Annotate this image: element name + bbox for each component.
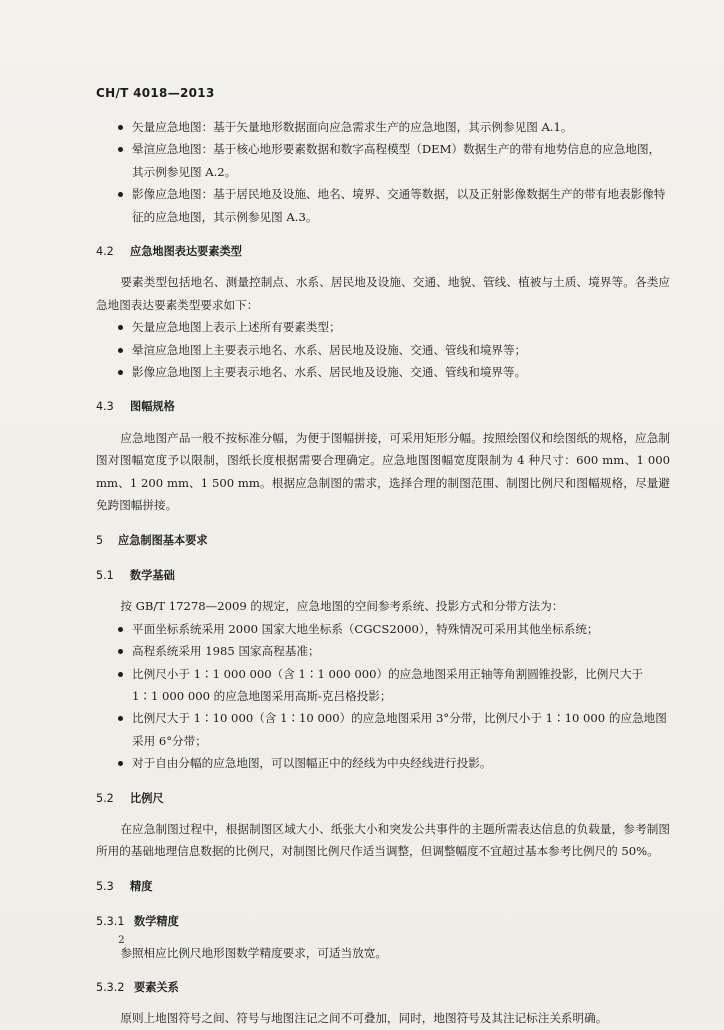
list-item: 矢量应急地图上表示上述所有要素类型； xyxy=(96,316,670,338)
section-heading-4-3: 4.3 图幅规格 xyxy=(96,400,175,414)
list-item: 晕渲应急地图：基于核心地形要素数据和数字高程模型（DEM）数据生产的带有地势信息的应急地图，其示例参见图 A.2。 xyxy=(96,138,670,183)
bullet-icon xyxy=(118,348,123,353)
list-item: 比例尺大于 1∶10 000（含 1∶10 000）的应急地图采用 3°分带，比例尺小于 1∶10 000 的应急地图采用 6°分带； xyxy=(96,707,670,752)
list-item: 平面坐标系统采用 2000 国家大地坐标系（CGCS2000），特殊情况可采用其他坐标系统； xyxy=(96,618,670,640)
list-item: 高程系统采用 1985 国家高程基准； xyxy=(96,640,670,662)
bullet-icon xyxy=(118,761,123,766)
bullet-icon xyxy=(118,627,123,632)
list-item: 影像应急地图：基于居民地及设施、地名、境界、交通等数据，以及正射影像数据生产的带有地表影像特征的应急地图，其示例参见图 A.3。 xyxy=(96,183,670,228)
page-number: 2 xyxy=(118,934,125,946)
section-heading-5-2: 5.2 比例尺 xyxy=(96,791,164,805)
bullet-icon xyxy=(118,192,123,197)
bullet-icon xyxy=(118,370,123,375)
list-item: 影像应急地图上主要表示地名、水系、居民地及设施、交通、管线和境界等。 xyxy=(96,361,670,383)
section-heading-5: 5 应急制图基本要求 xyxy=(96,533,208,547)
list-item: 矢量应急地图：基于矢量地形数据面向应急需求生产的应急地图，其示例参见图 A.1。 xyxy=(96,116,670,138)
paragraph: 要素类型包括地名、测量控制点、水系、居民地及设施、交通、地貌、管线、植被与土质、境界等。各类应急地图表达要素类型要求如下： xyxy=(96,275,670,312)
paragraph: 原则上地图符号之间、符号与地图注记之间不可叠加，同时，地图符号及其注记标注关系明确。 xyxy=(120,1011,608,1026)
section-heading-5-3: 5.3 精度 xyxy=(96,879,153,893)
bullet-icon xyxy=(118,649,123,654)
paragraph: 在应急制图过程中，根据制图区域大小、纸张大小和突发公共事件的主题所需表达信息的负载量，参考制图所用的基础地理信息数据的比例尺，对制图比例尺作适当调整，但调整幅度不宜超过基本参考比例尺的 50%。 xyxy=(96,821,670,859)
paragraph: 按 GB/T 17278—2009 的规定，应急地图的空间参考系统、投影方式和分带方法为： xyxy=(120,599,564,614)
section-heading-5-1: 5.1 数学基础 xyxy=(96,568,175,582)
bullet-icon xyxy=(118,325,123,330)
bullet-icon xyxy=(118,672,123,677)
paragraph: 参照相应比例尺地形图数学精度要求，可适当放宽。 xyxy=(120,945,388,960)
list-item: 晕渲应急地图上主要表示地名、水系、居民地及设施、交通、管线和境界等； xyxy=(96,339,670,361)
list-item: 比例尺小于 1∶1 000 000（含 1∶1 000 000）的应急地图采用正轴等角割圆锥投影，比例尺大于 1∶1 000 000 的应急地图采用高斯-克吕格投影； xyxy=(96,663,670,708)
bullet-icon xyxy=(118,147,123,152)
list-item: 对于自由分幅的应急地图，可以图幅正中的经线为中央经线进行投影。 xyxy=(96,752,670,774)
section-heading-5-3-1: 5.3.1 数学精度 xyxy=(96,915,179,929)
bullet-icon xyxy=(118,716,123,721)
standard-code: CH/T 4018—2013 xyxy=(96,86,215,100)
section-heading-5-3-2: 5.3.2 要素关系 xyxy=(96,981,179,994)
bullet-icon xyxy=(118,125,123,130)
section-heading-4-2: 4.2 应急地图表达要素类型 xyxy=(96,245,242,259)
paragraph: 应急地图产品一般不按标准分幅，为便于图幅拼接，可采用矩形分幅。按照绘图仪和绘图纸的规格，应急制图对图幅宽度予以限制，图纸长度根据需要合理确定。应急地图图幅宽度限制为 4 种尺寸：600 mm、1 000 mm、1 200 mm、1 500 mm。根据应急制图的需求，选择合理的制图范围、制图比例尺和图幅规格，尽量避免跨图幅拼接。 xyxy=(96,430,670,513)
page-content xyxy=(96,116,670,1030)
